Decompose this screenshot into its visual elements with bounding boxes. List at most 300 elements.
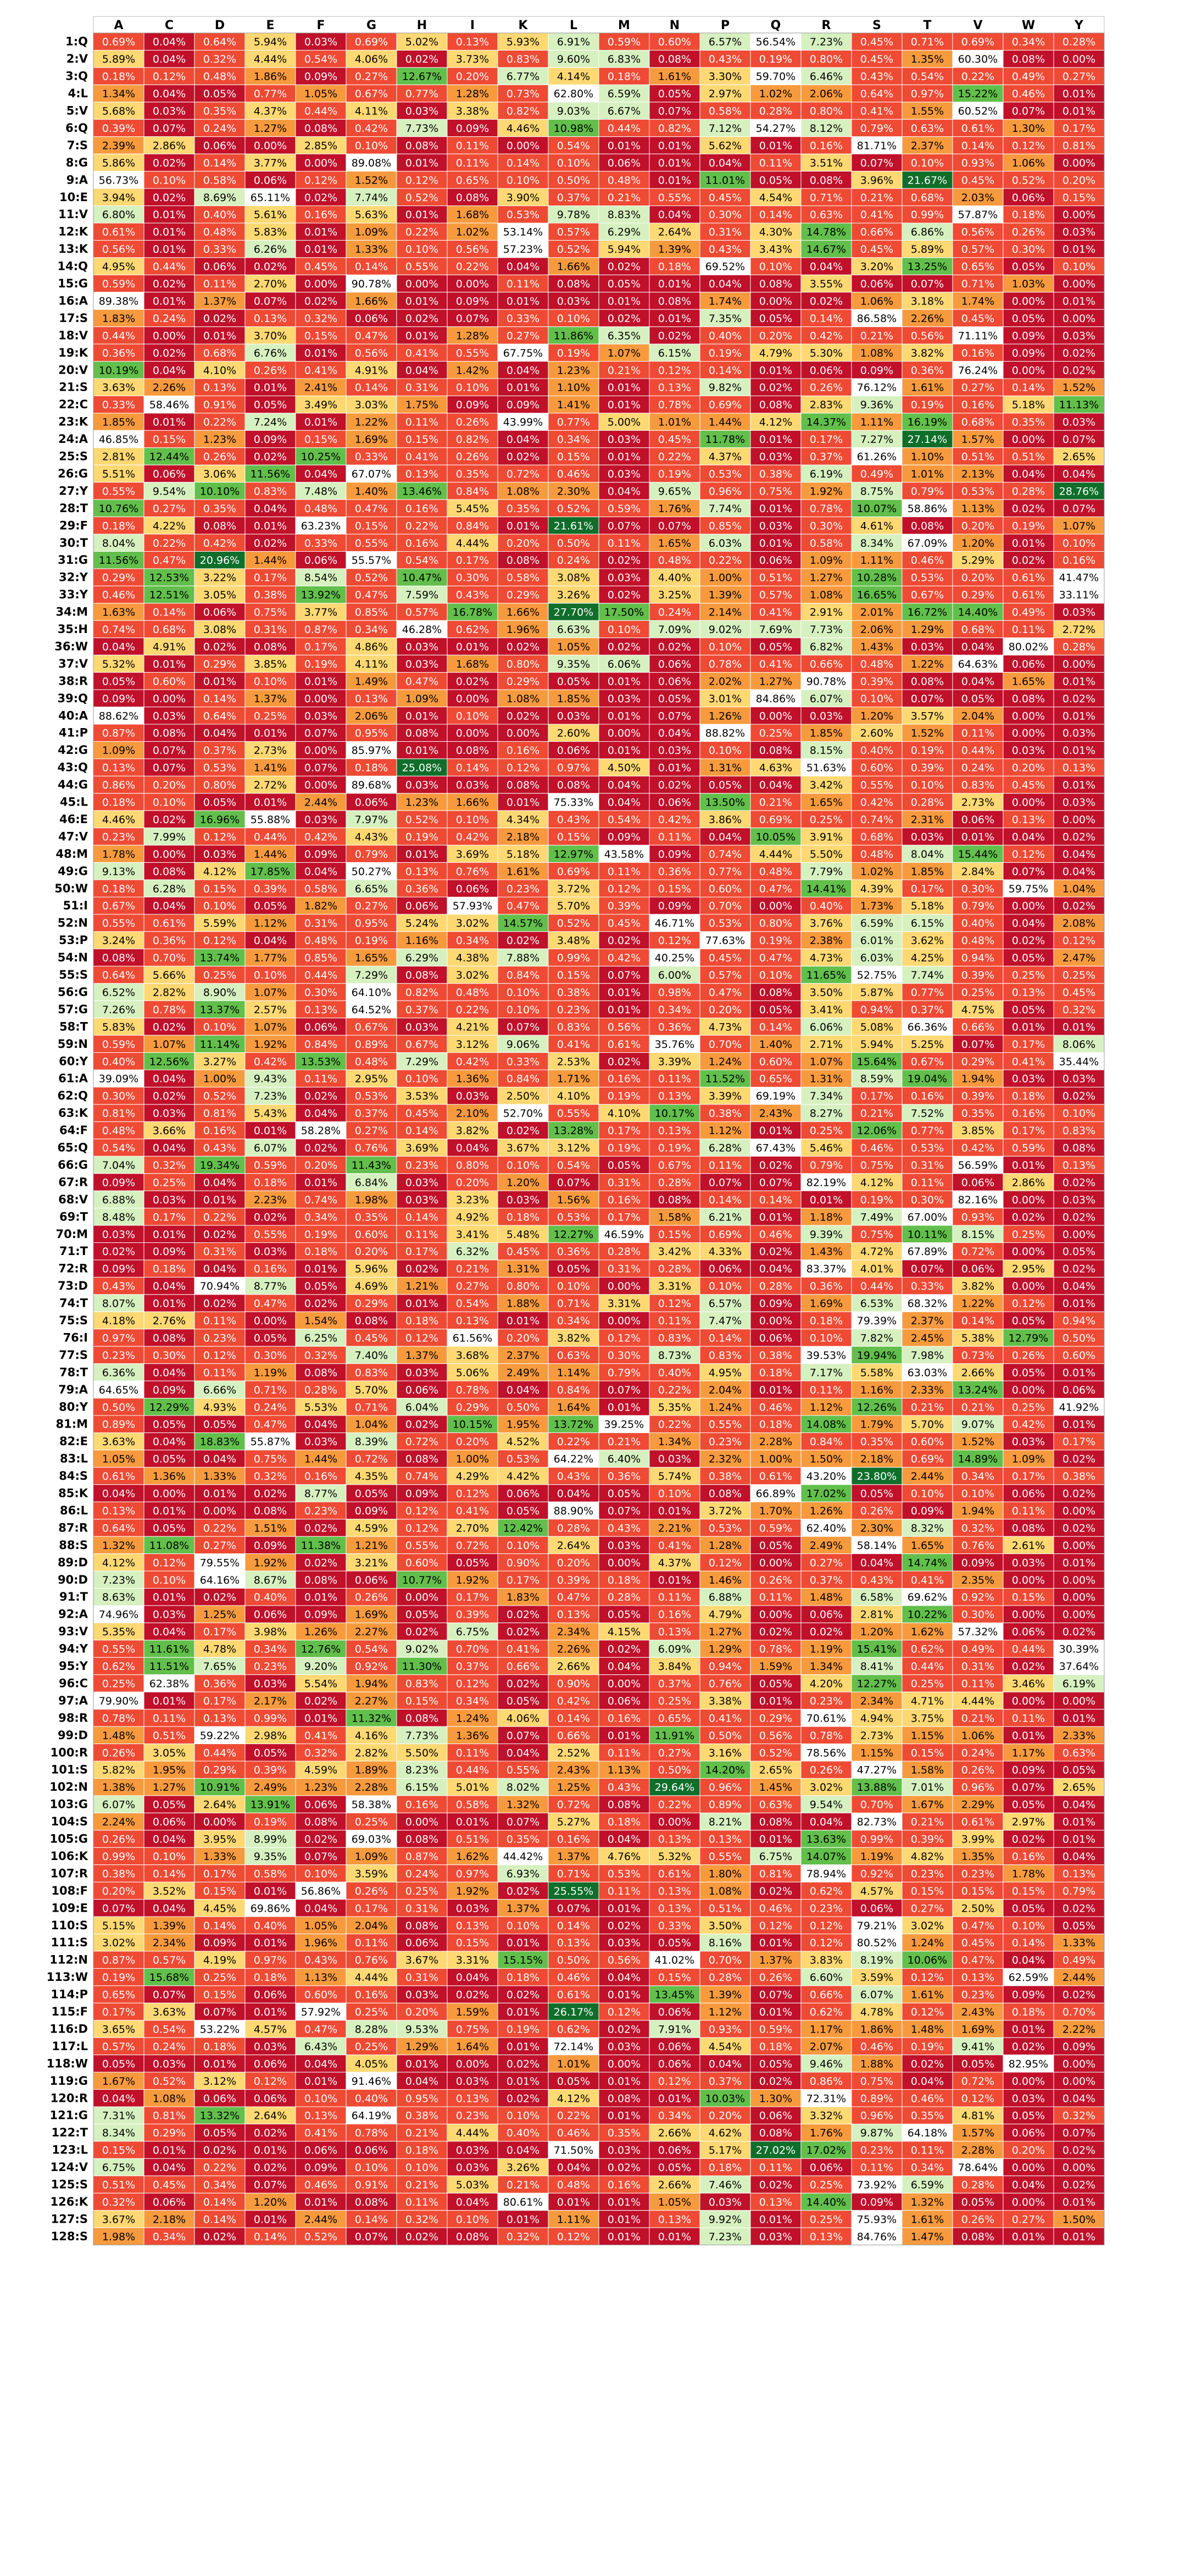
cell-value: 6.67% (607, 105, 641, 118)
cell-value: 0.34% (455, 935, 489, 947)
cell-value: 0.51% (708, 1902, 742, 1915)
cell-value: 0.06% (152, 468, 186, 480)
cell-value: 0.34% (658, 1003, 692, 1016)
cell-value: 0.05% (1011, 1367, 1045, 1379)
cell-value: 1.24% (455, 1712, 489, 1725)
cell-value: 0.74% (860, 813, 894, 826)
cell-value: 0.16% (1062, 554, 1096, 567)
cell-value: 0.83% (708, 1349, 742, 1362)
cell-value: 0.03% (607, 434, 641, 446)
cell-value: 0.06% (405, 900, 439, 913)
row-label: 73:D (57, 1279, 88, 1293)
cell-value: 0.37% (809, 1574, 843, 1586)
cell-value: 0.53% (557, 1211, 591, 1224)
cell-value: 0.07% (1011, 1781, 1045, 1794)
cell-value: 0.45% (961, 174, 995, 187)
cell-value: 0.43% (607, 1522, 641, 1535)
cell-value: 4.34% (506, 813, 540, 826)
cell-value: 6.82% (809, 641, 843, 653)
cell-value: 0.06% (1011, 1487, 1045, 1500)
cell-value: 0.00% (1062, 312, 1096, 325)
cell-value: 1.16% (405, 935, 439, 947)
cell-value: 3.59% (860, 1972, 894, 1984)
cell-value: 0.24% (658, 606, 692, 619)
cell-value: 4.06% (506, 1712, 540, 1725)
cell-value: 76.12% (856, 381, 897, 394)
cell-value: 0.18% (253, 1176, 287, 1189)
cell-value: 5.54% (304, 1678, 338, 1690)
cell-value: 0.69% (354, 36, 388, 48)
cell-value: 0.77% (708, 865, 742, 878)
cell-value: 0.00% (1062, 1591, 1096, 1604)
cell-value: 0.04% (658, 209, 692, 221)
cell-value: 0.05% (304, 1280, 338, 1293)
cell-value: 0.16% (961, 347, 995, 359)
cell-value: 0.43% (860, 70, 894, 83)
cell-value: 0.92% (961, 1591, 995, 1604)
cell-value: 8.41% (860, 1661, 894, 1673)
cell-value: 0.11% (304, 1073, 338, 1085)
cell-value: 0.04% (506, 364, 540, 377)
cell-value: 0.01% (607, 710, 641, 723)
cell-value: 0.11% (354, 1937, 388, 1950)
cell-value: 11.56% (250, 468, 291, 480)
cell-value: 0.33% (102, 399, 136, 412)
cell-value: 7.82% (860, 1332, 894, 1345)
cell-value: 1.41% (253, 762, 287, 774)
cell-value: 8.99% (253, 1833, 287, 1846)
cell-value: 0.01% (759, 1384, 793, 1396)
cell-value: 0.37% (203, 745, 237, 757)
cell-value: 0.12% (405, 1522, 439, 1535)
cell-value: 0.55% (354, 537, 388, 549)
cell-value: 4.93% (203, 1401, 237, 1414)
cell-value: 0.11% (455, 157, 489, 169)
cell-value: 0.48% (455, 986, 489, 999)
cell-value: 1.22% (354, 416, 388, 429)
cell-value: 6.28% (708, 1142, 742, 1154)
cell-value: 2.50% (506, 1090, 540, 1103)
cell-value: 1.24% (910, 1937, 944, 1950)
cell-value: 0.47% (961, 1954, 995, 1967)
cell-value: 4.59% (304, 1764, 338, 1776)
cell-value: 0.18% (405, 1315, 439, 1328)
cell-value: 5.15% (102, 1919, 136, 1932)
cell-value: 2.37% (506, 1349, 540, 1362)
cell-value: 6.01% (860, 935, 894, 947)
cell-value: 1.37% (405, 1349, 439, 1362)
cell-value: 43.58% (604, 848, 644, 860)
cell-value: 0.76% (354, 1142, 388, 1154)
cell-value: 0.04% (405, 2075, 439, 2088)
cell-value: 0.05% (152, 1453, 186, 1465)
cell-value: 0.10% (405, 243, 439, 256)
cell-value: 11.61% (149, 1643, 190, 1656)
cell-value: 0.34% (1011, 36, 1045, 48)
cell-value: 7.24% (253, 416, 287, 429)
cell-value: 0.25% (809, 813, 843, 826)
cell-value: 0.50% (708, 1729, 742, 1742)
cell-value: 0.03% (1011, 1436, 1045, 1448)
cell-value: 0.50% (557, 174, 591, 187)
cell-value: 0.08% (910, 675, 944, 688)
cell-value: 0.16% (809, 140, 843, 152)
cell-value: 4.12% (102, 1557, 136, 1569)
cell-value: 0.35% (506, 1833, 540, 1846)
cell-value: 0.04% (607, 485, 641, 498)
cell-value: 1.30% (1011, 122, 1045, 135)
cell-value: 0.23% (203, 1332, 237, 1345)
cell-value: 0.04% (102, 2092, 136, 2105)
cell-value: 0.54% (455, 1297, 489, 1310)
cell-value: 5.68% (102, 105, 136, 118)
cell-value: 0.03% (405, 658, 439, 670)
row-label: 23:K (58, 415, 88, 429)
cell-value: 0.01% (203, 1487, 237, 1500)
row-label: 25:S (59, 449, 88, 463)
cell-value: 4.42% (506, 1470, 540, 1483)
cell-value: 0.01% (506, 2006, 540, 2019)
cell-value: 0.42% (557, 1695, 591, 1707)
cell-value: 0.84% (506, 1073, 540, 1085)
cell-value: 0.80% (809, 53, 843, 66)
cell-value: 2.14% (708, 606, 742, 619)
cell-value: 6.29% (607, 226, 641, 238)
row-label: 60:Y (59, 1054, 88, 1068)
column-label: I (470, 19, 475, 32)
cell-value: 89.38% (98, 295, 139, 308)
cell-value: 0.70% (152, 952, 186, 964)
cell-value: 0.59% (607, 36, 641, 48)
cell-value: 0.08% (152, 865, 186, 878)
cell-value: 5.50% (809, 848, 843, 860)
cell-value: 0.47% (405, 675, 439, 688)
cell-value: 4.11% (354, 105, 388, 118)
cell-value: 14.08% (806, 1418, 847, 1431)
cell-value: 0.18% (152, 1263, 186, 1275)
cell-value: 0.11% (658, 831, 692, 843)
cell-value: 0.07% (910, 278, 944, 291)
cell-value: 4.38% (455, 952, 489, 964)
cell-value: 8.54% (304, 571, 338, 584)
cell-value: 1.28% (455, 88, 489, 101)
cell-value: 0.38% (102, 1868, 136, 1880)
cell-value: 1.76% (658, 502, 692, 515)
cell-value: 0.02% (1062, 900, 1096, 913)
cell-value: 6.35% (607, 330, 641, 342)
cell-value: 2.37% (910, 140, 944, 152)
cell-value: 0.08% (203, 520, 237, 532)
cell-value: 89.68% (351, 779, 392, 792)
row-label: 36:W (54, 640, 88, 653)
cell-value: 0.67% (102, 900, 136, 913)
cell-value: 3.83% (809, 1954, 843, 1967)
cell-value: 0.08% (455, 745, 489, 757)
cell-value: 8.48% (102, 1211, 136, 1224)
cell-value: 1.06% (961, 1729, 995, 1742)
cell-value: 0.27% (203, 1539, 237, 1552)
cell-value: 3.57% (910, 710, 944, 723)
cell-value: 2.06% (809, 88, 843, 101)
cell-value: 0.17% (203, 1695, 237, 1707)
cell-value: 1.95% (506, 1418, 540, 1431)
cell-value: 0.07% (658, 520, 692, 532)
cell-value: 0.68% (961, 624, 995, 636)
cell-value: 0.01% (304, 1176, 338, 1189)
cell-value: 0.44% (203, 1747, 237, 1759)
cell-value: 3.82% (455, 1125, 489, 1137)
cell-value: 0.40% (203, 209, 237, 221)
cell-value: 0.02% (1011, 1211, 1045, 1224)
cell-value: 1.27% (708, 1626, 742, 1639)
cell-value: 4.52% (506, 1436, 540, 1448)
cell-value: 1.07% (1062, 520, 1096, 532)
cell-value: 1.20% (860, 1626, 894, 1639)
cell-value: 27.14% (907, 434, 948, 446)
cell-value: 0.01% (506, 520, 540, 532)
cell-value: 3.82% (557, 1332, 591, 1345)
cell-value: 0.03% (1062, 330, 1096, 342)
cell-value: 0.01% (1011, 537, 1045, 549)
cell-value: 3.69% (455, 848, 489, 860)
cell-value: 0.29% (152, 2127, 186, 2140)
cell-value: 1.92% (253, 1038, 287, 1051)
cell-value: 0.16% (658, 1608, 692, 1621)
cell-value: 6.09% (658, 1643, 692, 1656)
cell-value: 1.83% (102, 312, 136, 325)
cell-value: 0.02% (203, 1297, 237, 1310)
cell-value: 0.00% (1011, 434, 1045, 446)
cell-value: 0.23% (708, 1436, 742, 1448)
cell-value: 1.09% (354, 226, 388, 238)
cell-value: 5.00% (607, 416, 641, 429)
cell-value: 0.06% (405, 1384, 439, 1396)
cell-value: 4.69% (354, 1280, 388, 1293)
cell-value: 0.00% (607, 1315, 641, 1328)
cell-value: 6.88% (708, 1591, 742, 1604)
cell-value: 0.00% (759, 1557, 793, 1569)
cell-value: 0.84% (304, 1038, 338, 1051)
cell-value: 67.43% (755, 1142, 796, 1154)
cell-value: 0.60% (658, 36, 692, 48)
cell-value: 0.00% (1011, 2075, 1045, 2088)
cell-value: 1.01% (557, 2058, 591, 2070)
cell-value: 0.17% (860, 1090, 894, 1103)
cell-value: 1.61% (506, 865, 540, 878)
cell-value: 0.37% (910, 1003, 944, 1016)
row-label: 9:A (66, 173, 88, 187)
cell-value: 23.80% (856, 1470, 897, 1483)
cell-value: 4.19% (203, 1954, 237, 1967)
cell-value: 7.29% (405, 1056, 439, 1068)
cell-value: 0.10% (708, 1280, 742, 1293)
cell-value: 0.65% (102, 1989, 136, 2001)
cell-value: 0.43% (102, 1280, 136, 1293)
cell-value: 0.10% (506, 174, 540, 187)
cell-value: 6.04% (405, 1401, 439, 1414)
cell-value: 64.65% (98, 1384, 139, 1396)
cell-value: 1.44% (708, 416, 742, 429)
cell-value: 0.13% (557, 1937, 591, 1950)
cell-value: 88.62% (98, 710, 139, 723)
cell-value: 0.17% (607, 1211, 641, 1224)
cell-value: 0.04% (152, 1902, 186, 1915)
cell-value: 6.07% (809, 692, 843, 705)
column-label: V (973, 19, 983, 32)
cell-value: 0.31% (405, 381, 439, 394)
cell-value: 0.01% (759, 2006, 793, 2019)
row-label: 46:E (59, 812, 88, 826)
cell-value: 0.08% (405, 1833, 439, 1846)
cell-value: 0.04% (405, 364, 439, 377)
cell-value: 0.07% (1062, 502, 1096, 515)
cell-value: 0.00% (304, 278, 338, 291)
cell-value: 15.44% (958, 848, 998, 860)
cell-value: 0.03% (658, 1453, 692, 1465)
cell-value: 3.70% (253, 330, 287, 342)
cell-value: 0.02% (506, 935, 540, 947)
cell-value: 72.31% (806, 2092, 847, 2105)
cell-value: 0.08% (455, 191, 489, 204)
cell-value: 10.10% (199, 485, 240, 498)
cell-value: 0.31% (203, 1246, 237, 1258)
cell-value: 0.10% (557, 1280, 591, 1293)
cell-value: 1.67% (910, 1798, 944, 1811)
cell-value: 0.64% (203, 710, 237, 723)
cell-value: 3.96% (860, 174, 894, 187)
cell-value: 0.59% (607, 502, 641, 515)
cell-value: 7.23% (253, 1090, 287, 1103)
cell-value: 39.53% (806, 1349, 847, 1362)
cell-value: 1.37% (253, 692, 287, 705)
cell-value: 0.21% (860, 1107, 894, 1120)
cell-value: 3.63% (102, 1436, 136, 1448)
cell-value: 0.83% (405, 1678, 439, 1690)
cell-value: 59.22% (199, 1729, 240, 1742)
cell-value: 0.04% (152, 1367, 186, 1379)
row-label: 71:T (59, 1245, 88, 1258)
cell-value: 4.78% (203, 1643, 237, 1656)
cell-value: 1.12% (809, 1401, 843, 1414)
cell-value: 1.52% (354, 174, 388, 187)
cell-value: 1.35% (961, 1850, 995, 1863)
cell-value: 6.57% (708, 36, 742, 48)
row-label: 30:T (59, 536, 88, 549)
cell-value: 0.01% (607, 1989, 641, 2001)
cell-value: 12.27% (553, 1228, 594, 1241)
cell-value: 0.10% (304, 2092, 338, 2105)
cell-value: 0.53% (607, 1868, 641, 1880)
cell-value: 0.33% (354, 451, 388, 463)
cell-value: 0.06% (658, 796, 692, 809)
cell-value: 0.47% (708, 986, 742, 999)
cell-value: 0.13% (658, 1833, 692, 1846)
cell-value: 0.54% (152, 2023, 186, 2036)
cell-value: 1.19% (809, 1643, 843, 1656)
cell-value: 1.48% (102, 1729, 136, 1742)
cell-value: 0.01% (253, 2006, 287, 2019)
cell-value: 4.15% (607, 1626, 641, 1639)
cell-value: 0.33% (304, 537, 338, 549)
cell-value: 5.70% (557, 900, 591, 913)
cell-value: 6.19% (1062, 1678, 1096, 1690)
cell-value: 0.96% (860, 2109, 894, 2122)
cell-value: 0.04% (1011, 917, 1045, 930)
cell-value: 0.02% (1062, 1487, 1096, 1500)
cell-value: 0.45% (304, 260, 338, 273)
cell-value: 0.41% (455, 1504, 489, 1517)
cell-value: 9.07% (961, 1418, 995, 1431)
cell-value: 0.07% (708, 1176, 742, 1189)
cell-value: 0.03% (759, 520, 793, 532)
cell-value: 0.23% (910, 1868, 944, 1880)
cell-value: 0.17% (304, 641, 338, 653)
cell-value: 76.24% (958, 364, 998, 377)
cell-value: 0.14% (708, 1193, 742, 1206)
row-label: 75:S (59, 1314, 88, 1328)
cell-value: 0.27% (1062, 70, 1096, 83)
cell-value: 0.06% (809, 1608, 843, 1621)
cell-value: 3.31% (455, 1954, 489, 1967)
cell-value: 5.94% (860, 1038, 894, 1051)
cell-value: 0.46% (759, 1228, 793, 1241)
cell-value: 0.14% (354, 260, 388, 273)
cell-value: 0.11% (1011, 624, 1045, 636)
cell-value: 1.21% (354, 1539, 388, 1552)
cell-value: 0.32% (1062, 2109, 1096, 2122)
row-label: 19:K (58, 346, 88, 359)
cell-value: 6.76% (253, 347, 287, 359)
cell-value: 0.35% (860, 1436, 894, 1448)
cell-value: 1.69% (354, 1608, 388, 1621)
cell-value: 0.01% (607, 2109, 641, 2122)
cell-value: 0.42% (304, 831, 338, 843)
column-label: L (569, 19, 578, 32)
cell-value: 0.09% (658, 900, 692, 913)
column-label: Q (770, 19, 781, 32)
cell-value: 0.02% (607, 312, 641, 325)
cell-value: 13.74% (199, 952, 240, 964)
cell-value: 0.01% (759, 1125, 793, 1137)
cell-value: 5.27% (557, 1816, 591, 1829)
cell-value: 8.04% (102, 537, 136, 549)
cell-value: 5.59% (203, 917, 237, 930)
cell-value: 0.06% (203, 2092, 237, 2105)
cell-value: 0.49% (1062, 1954, 1096, 1967)
cell-value: 0.05% (102, 675, 136, 688)
cell-value: 0.06% (1011, 191, 1045, 204)
cell-value: 0.06% (658, 2040, 692, 2053)
cell-value: 0.90% (557, 1678, 591, 1690)
cell-value: 0.18% (304, 1246, 338, 1258)
cell-value: 0.21% (961, 1401, 995, 1414)
cell-value: 0.09% (152, 1384, 186, 1396)
cell-value: 0.55% (455, 347, 489, 359)
cell-value: 0.12% (708, 1557, 742, 1569)
cell-value: 0.82% (506, 105, 540, 118)
cell-value: 0.22% (455, 1003, 489, 1016)
cell-value: 1.43% (860, 641, 894, 653)
cell-value: 1.00% (708, 571, 742, 584)
cell-value: 14.40% (958, 606, 998, 619)
cell-value: 0.00% (506, 140, 540, 152)
cell-value: 0.08% (405, 727, 439, 740)
cell-value: 0.44% (304, 105, 338, 118)
cell-value: 0.00% (455, 2058, 489, 2070)
cell-value: 0.41% (304, 1729, 338, 1742)
cell-value: 0.53% (506, 209, 540, 221)
cell-value: 2.64% (253, 2109, 287, 2122)
